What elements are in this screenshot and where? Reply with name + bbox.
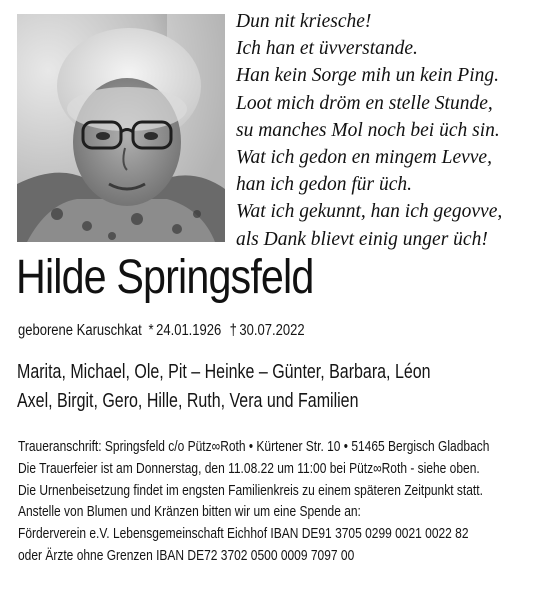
portrait-photo xyxy=(17,14,225,242)
details-line: Traueranschrift: Springsfeld c/o Pütz∞Roth • Kürtener Str. 10 • 51465 Bergisch Gladbach xyxy=(18,438,490,455)
life-dates xyxy=(18,321,305,341)
poem-line: Loot mich dröm en stelle Stunde, xyxy=(236,92,493,114)
poem xyxy=(236,8,536,253)
poem-line: Wat ich gekunnt, han ich gegovve, xyxy=(236,201,503,223)
poem-line: su manches Mol noch bei üch sin. xyxy=(236,119,500,141)
details-line: Förderverein e.V. Lebensgemeinschaft Eichhof IBAN DE91 3705 0299 0021 0022 82 xyxy=(18,525,469,543)
birth-name: geborene Karuschkat xyxy=(18,322,142,339)
died-date: 30.07.2022 xyxy=(239,322,305,339)
mourners-line: Marita, Michael, Ole, Pit – Heinke – Günter, Barbara, Léon xyxy=(17,361,431,383)
poem-line: Han kein Sorge mih un kein Ping. xyxy=(236,65,500,87)
details-line: Anstelle von Blumen und Kränzen bitten wir um eine Spende an: xyxy=(18,503,361,521)
mourners xyxy=(17,358,431,416)
poem-line: als Dank blievt einig unger üch! xyxy=(236,228,488,250)
funeral-details xyxy=(18,436,489,567)
died-symbol: † xyxy=(229,322,237,339)
born-date: 24.01.1926 xyxy=(156,322,222,339)
poem-line: Ich han et üvverstande. xyxy=(236,38,418,60)
poem-line: Dun nit kriesche! xyxy=(236,11,372,32)
details-line: Die Trauerfeier ist am Donnerstag, den 11.08.22 um 11:00 bei Pütz∞Roth - siehe oben. xyxy=(18,459,480,477)
poem-line: Wat ich gedon en mingem Levve, xyxy=(236,147,492,169)
born-symbol: * xyxy=(148,322,154,339)
deceased-name: Hilde Springsfeld xyxy=(16,251,314,304)
poem-line: han ich gedon für üch. xyxy=(236,174,413,196)
details-line: oder Ärzte ohne Grenzen IBAN DE72 3702 0500 0009 7097 00 xyxy=(18,546,355,564)
details-line: Die Urnenbeisetzung findet im engsten Familienkreis zu einem späteren Zeitpunkt statt. xyxy=(18,481,483,499)
mourners-line: Axel, Birgit, Gero, Hille, Ruth, Vera und Familien xyxy=(17,390,359,412)
